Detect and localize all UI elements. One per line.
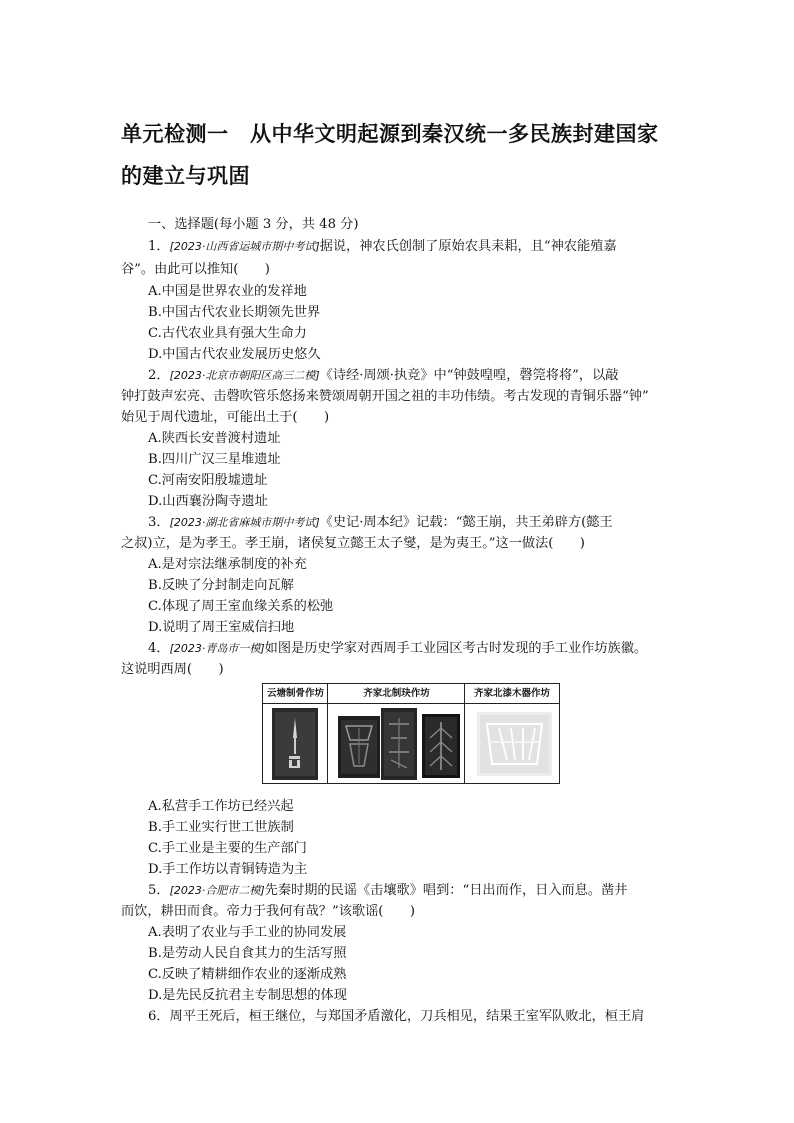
question-1-option-d: D.中国古代农业发展历史悠久 <box>148 347 321 362</box>
question-source: [2023·北京市朝阳区高三二模] <box>169 369 320 382</box>
jue-workshop-emblem-image-2 <box>381 708 417 780</box>
question-2-option-a: A.陕西长安普渡村遗址 <box>148 431 281 446</box>
question-number: 2． <box>148 368 170 383</box>
question-3-option-b: B.反映了分封制走向瓦解 <box>148 578 294 593</box>
question-source: [2023·合肥市二模] <box>169 884 265 897</box>
figure-divider <box>464 684 465 783</box>
question-4-option-b: B.手工业实行世工世族制 <box>148 820 294 835</box>
lacquer-workshop-emblem-image <box>477 712 552 776</box>
figure-header-qijiabei-jue: 齐家北制玦作坊 <box>328 684 465 704</box>
question-5-option-d: D.是先民反抗君主专制思想的体现 <box>148 988 347 1003</box>
question-1-line-2: 谷”。由此可以推知( ) <box>121 262 270 277</box>
question-4-line-1 <box>148 642 647 655</box>
unit-title-line-1: 单元检测一 从中华文明起源到秦汉统一多民族封建国家 <box>121 122 659 146</box>
workshop-emblem-figure <box>262 683 560 784</box>
question-3-line-1 <box>148 516 613 529</box>
question-text: 如图是历史学家对西周手工业园区考古时发现的手工业作坊族徽。 <box>264 641 648 656</box>
question-number: 3． <box>148 515 170 530</box>
question-4-option-a: A.私营手工作坊已经兴起 <box>148 799 294 814</box>
question-1-option-a: A.中国是世界农业的发祥地 <box>148 284 307 299</box>
question-text: 据说，神农氏创制了原始农具耒耜，且“神农能殖嘉 <box>319 239 617 254</box>
question-5-line-1 <box>148 884 627 897</box>
question-4-option-d: D.手工作坊以青铜铸造为主 <box>148 862 308 877</box>
question-2-option-c: C.河南安阳殷墟遗址 <box>148 473 268 488</box>
question-6-line-1 <box>148 1010 644 1023</box>
question-5-option-c: C.反映了精耕细作农业的逐渐成熟 <box>148 967 347 982</box>
question-3-option-a: A.是对宗法继承制度的补充 <box>148 557 307 572</box>
question-text: 《诗经·周颂·执竞》中“钟鼓喤喤，磬筦将将”，以敲 <box>319 368 619 383</box>
question-1-line-1 <box>148 240 617 253</box>
question-number: 6． <box>148 1009 170 1024</box>
jue-workshop-emblem-image-1 <box>338 716 380 778</box>
question-4-line-2: 这说明西周( ) <box>121 662 224 677</box>
question-number: 1． <box>148 239 170 254</box>
question-5-option-a: A.表明了农业与手工业的协同发展 <box>148 925 347 940</box>
question-2-line-2: 钟打鼓声宏亮、击磬吹管乐悠扬来赞颂周朝开国之祖的丰功伟绩。考古发现的青铜乐器“钟” <box>121 389 649 404</box>
section-heading: 一、选择题(每小题 3 分，共 48 分) <box>148 217 359 232</box>
question-number: 5． <box>148 883 170 898</box>
question-text: 《史记·周本纪》记载：“懿王崩，共王弟辟方(懿王 <box>319 515 613 530</box>
question-text: 周平王死后，桓王继位，与郑国矛盾激化，刀兵相见，结果王室军队败北，桓王肩 <box>169 1009 645 1024</box>
jue-workshop-emblem-image-3 <box>422 714 460 778</box>
question-2-line-3: 始见于周代遗址，可能出土于( ) <box>121 410 330 425</box>
question-4-option-c: C.手工业是主要的生产部门 <box>148 841 307 856</box>
question-2-option-b: B.四川广汉三星堆遗址 <box>148 452 281 467</box>
question-3-option-c: C.体现了周王室血缘关系的松弛 <box>148 599 334 614</box>
question-1-option-c: C.古代农业具有强大生命力 <box>148 326 307 341</box>
question-source: [2023·青岛市一模] <box>169 642 265 655</box>
question-source: [2023·山西省运城市期中考试] <box>169 240 320 253</box>
figure-header-yuntang: 云塘制骨作坊 <box>263 684 328 704</box>
question-3-line-2: 之叔)立，是为孝王。孝王崩，诸侯复立懿王太子燮，是为夷王。”这一做法( ) <box>121 536 585 551</box>
question-5-line-2: 而饮，耕田而食。帝力于我何有哉？”该歌谣( ) <box>121 904 415 919</box>
figure-divider <box>327 684 328 783</box>
question-text: 先秦时期的民谣《击壤歌》唱到：“日出而作，日入而息。凿井 <box>264 883 628 898</box>
question-2-option-d: D.山西襄汾陶寺遗址 <box>148 494 268 509</box>
question-number: 4． <box>148 641 170 656</box>
question-1-option-b: B.中国古代农业长期领先世界 <box>148 305 321 320</box>
question-source: [2023·湖北省麻城市期中考试] <box>169 516 320 529</box>
unit-title-line-2: 的建立与巩固 <box>121 164 250 188</box>
question-5-option-b: B.是劳动人民自食其力的生活写照 <box>148 946 347 961</box>
question-2-line-1 <box>148 369 618 382</box>
question-3-option-d: D.说明了周王室威信扫地 <box>148 620 295 635</box>
bone-workshop-emblem-image <box>272 708 318 780</box>
figure-header-qijiabei-lacquer: 齐家北漆木器作坊 <box>465 684 559 704</box>
